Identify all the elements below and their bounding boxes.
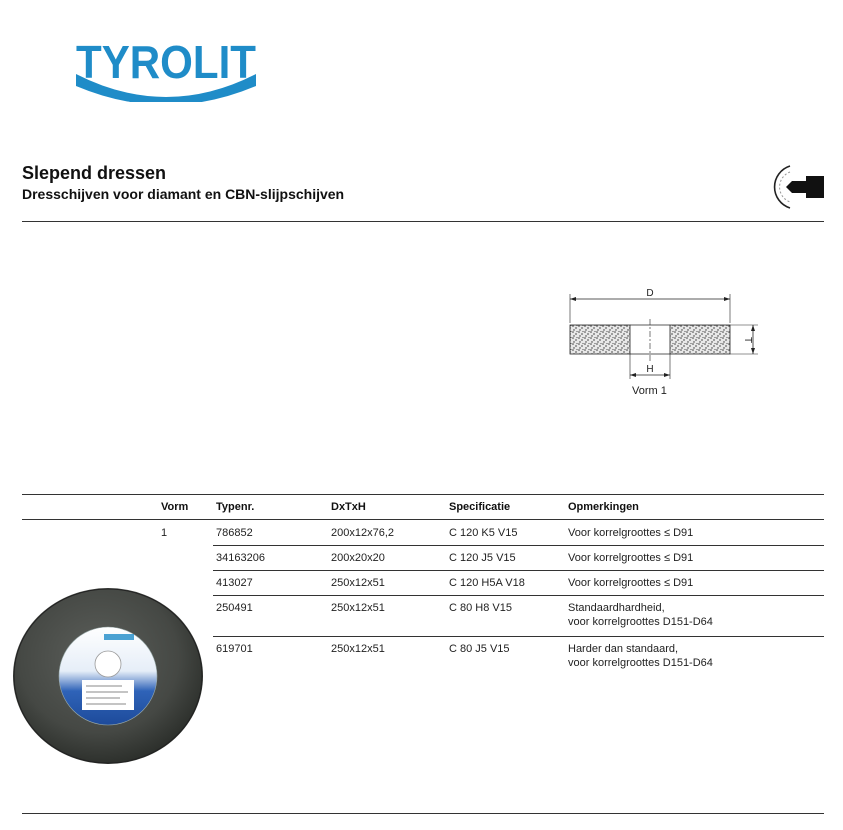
- dressing-tool-icon: [772, 164, 826, 210]
- grinding-wheel-photo: [12, 586, 204, 766]
- diagram-caption: Vorm 1: [632, 385, 667, 397]
- cell-opmerkingen: Voor korrelgroottes ≤ D91: [568, 527, 694, 539]
- cell-opmerkingen: Voor korrelgroottes ≤ D91: [568, 577, 694, 589]
- row-divider: [213, 595, 824, 596]
- column-header-vorm: Vorm: [161, 501, 189, 513]
- cell-dxtxh: 250x12x51: [331, 602, 385, 614]
- cell-dxtxh: 200x12x76,2: [331, 527, 394, 539]
- footer-rule: [22, 813, 824, 814]
- cell-opmerkingen: Voor korrelgroottes ≤ D91: [568, 552, 694, 564]
- column-header-dxtxh: DxTxH: [331, 501, 366, 513]
- column-header-opmerkingen: Opmerkingen: [568, 501, 639, 513]
- cell-typenr: 34163206: [216, 552, 265, 564]
- page-subtitle: Dresschijven voor diamant en CBN-slijpschijven: [22, 186, 345, 202]
- table-header-rule: [22, 519, 824, 520]
- cell-vorm: 1: [161, 527, 168, 539]
- table-top-rule: [22, 494, 824, 495]
- cell-typenr: 250491: [216, 602, 253, 614]
- diagram-label-h: H: [646, 364, 654, 375]
- cell-opmerkingen-line1: Standaardhardheid,: [568, 602, 665, 614]
- column-header-typenr: Typenr.: [216, 501, 255, 513]
- cell-dxtxh: 250x12x51: [331, 577, 385, 589]
- cell-spec: C 120 H5A V18: [449, 577, 525, 589]
- cell-opmerkingen-line2: voor korrelgroottes D151-D64: [568, 616, 713, 628]
- row-divider: [213, 570, 824, 571]
- cell-spec: C 120 K5 V15: [449, 527, 518, 539]
- logo-text: TYROLIT: [76, 36, 256, 88]
- page-title: Slepend dressen: [22, 163, 167, 183]
- header-rule: [22, 221, 824, 222]
- row-divider: [213, 636, 824, 637]
- diagram-label-d: D: [646, 288, 654, 299]
- diagram-label-t: T: [742, 336, 753, 344]
- cell-typenr: 413027: [216, 577, 253, 589]
- tyrolit-logo: [68, 28, 264, 102]
- cell-opmerkingen-line1: Harder dan standaard,: [568, 643, 679, 655]
- cell-spec: C 120 J5 V15: [449, 552, 516, 564]
- row-divider: [213, 545, 824, 546]
- cell-spec: C 80 H8 V15: [449, 602, 512, 614]
- cell-dxtxh: 200x20x20: [331, 552, 385, 564]
- column-header-specificatie: Specificatie: [449, 501, 511, 513]
- cell-dxtxh: 250x12x51: [331, 643, 385, 655]
- cell-opmerkingen-line2: voor korrelgroottes D151-D64: [568, 657, 713, 669]
- cell-typenr: 619701: [216, 643, 253, 655]
- cell-spec: C 80 J5 V15: [449, 643, 510, 655]
- cell-typenr: 786852: [216, 527, 253, 539]
